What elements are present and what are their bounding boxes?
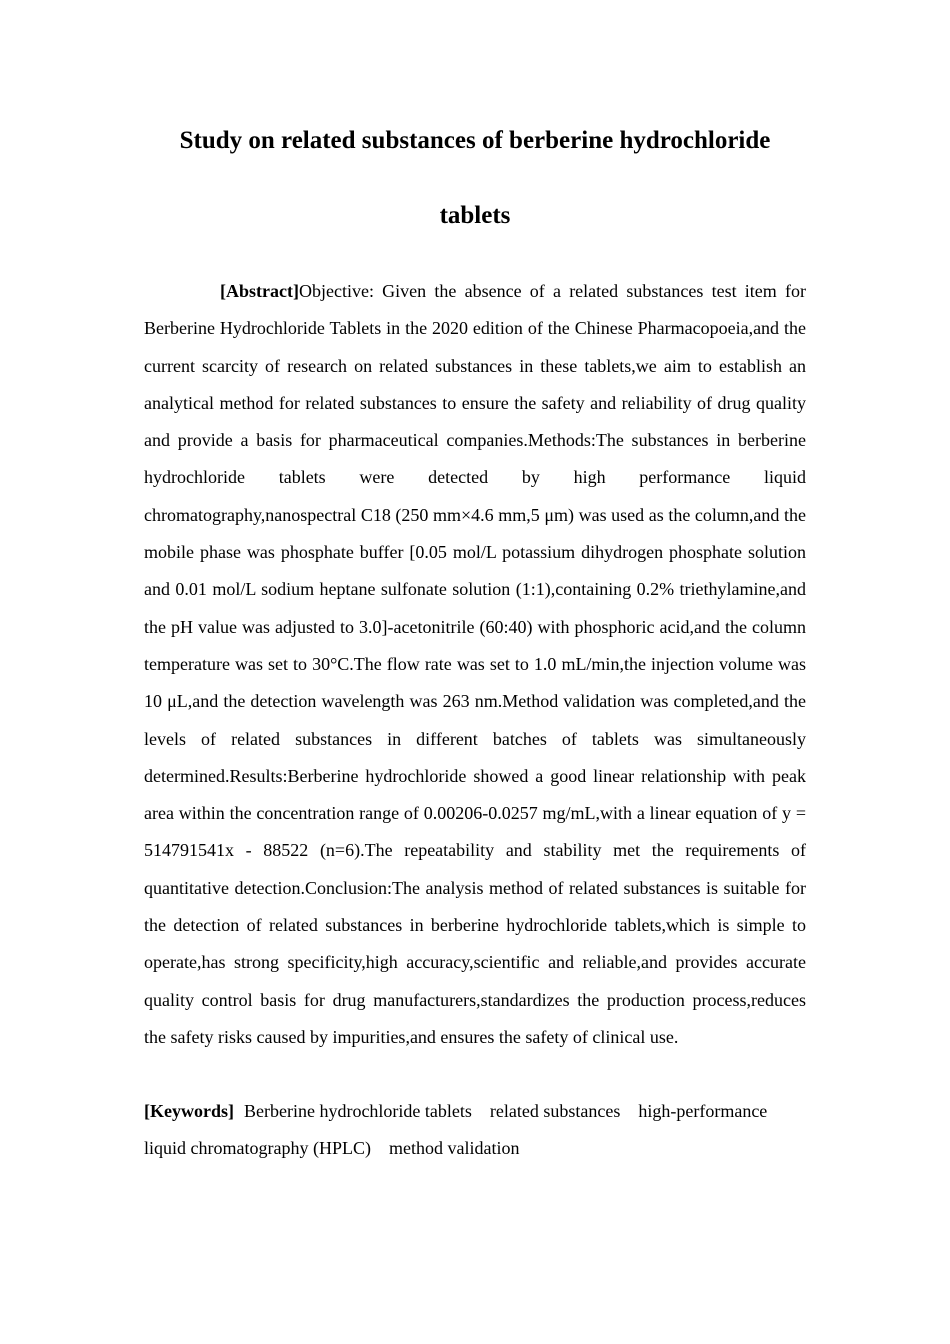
keywords-label: [Keywords] <box>144 1101 234 1121</box>
keyword-item: high-performance liquid chromatography (HPLC) <box>144 1101 768 1159</box>
keyword-item: method validation <box>388 1138 520 1159</box>
paper-title-line-1: Study on related substances of berberine hydrochloride <box>179 127 771 154</box>
abstract-label: [Abstract] <box>220 281 299 301</box>
paper-title-line-2: tablets <box>439 202 511 229</box>
abstract-paragraph <box>144 273 806 1056</box>
keywords-paragraph <box>144 1093 806 1168</box>
abstract-text: Objective: Given the absence of a related substances test item for Berberine Hydrochloride Tablets in the 2020 edition of the Chinese Pharmacopoeia,and the current scarcity of research on related substances in these tablets,we aim to establish an analytical method for related substances to ensure the safety and reliability of drug quality and provide a basis for pharmaceutical companies.Methods:The substances in berberine hydrochloride tablets were detected by high performance liquid chromatography,nanospectral C18 (250 mm×4.6 mm,5 μm) was used as the column,and the mobile phase was phosphate buffer [0.05 mol/L potassium dihydrogen phosphate solution and 0.01 mol/L sodium heptane sulfonate solution (1:1),containing 0.2% triethylamine,and the pH value was adjusted to 3.0]-acetonitrile (60:40) with phosphoric acid,and the column temperature was set to 30°C.The flow rate was set to 1.0 mL/min,the injection volume was 10 μL,and the detection wavelength was 263 nm.Method validation was completed,and the levels of related substances in different batches of tablets was simultaneously determined.Results:Berberine hydrochloride showed a good linear relationship with peak area within the concentration range of 0.00206-0.0257 mg/mL,with a linear equation of y = 514791541x - 88522 (n=6).The repeatability and stability met the requirements of quantitative detection.Conclusion:The analysis method of related substances is suitable for the detection of related substances in berberine hydrochloride tablets,which is simple to operate,has strong specificity,high accuracy,scientific and reliable,and provides accurate quality control basis for drug manufacturers,standardizes the production process,reduces the safety risks caused by impurities,and ensures the safety of clinical use. <box>144 281 806 1047</box>
keyword-item: related substances <box>489 1101 621 1121</box>
keyword-item: Berberine hydrochloride tablets <box>243 1101 472 1121</box>
